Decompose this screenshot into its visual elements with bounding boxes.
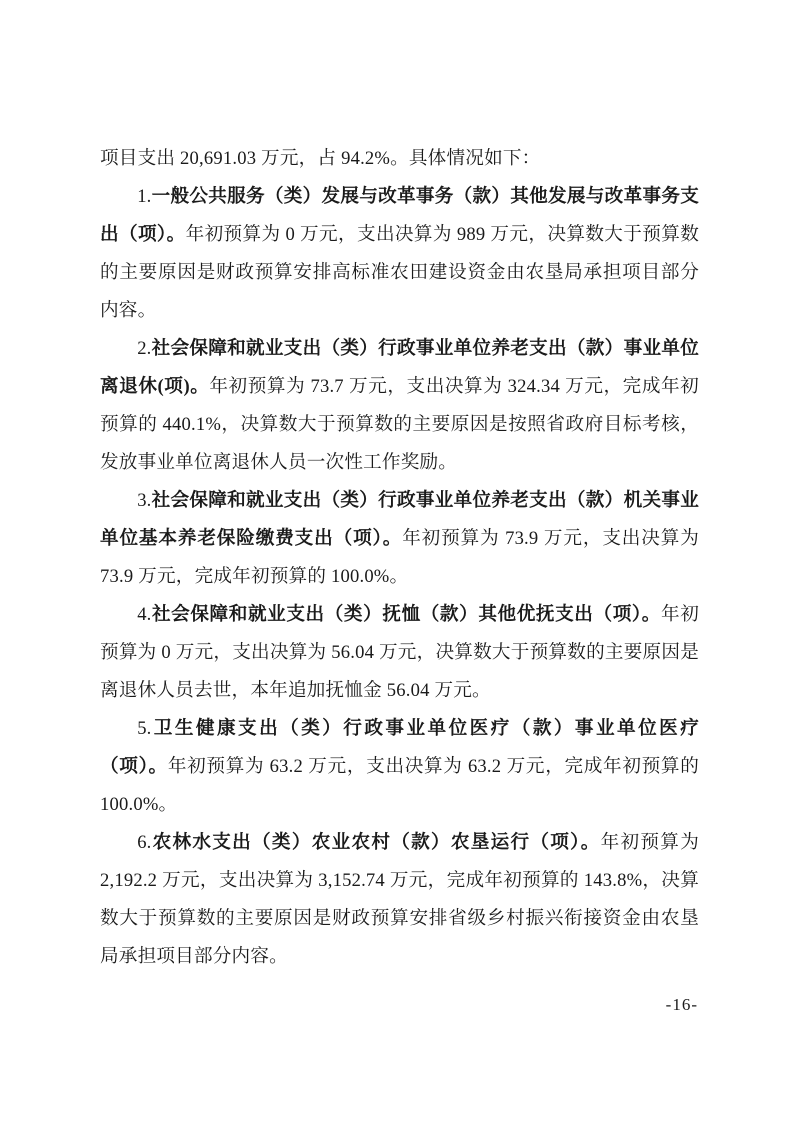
paragraph-text-run: 6. [137, 832, 152, 853]
paragraph-heading-run: 农林水支出（类）农业农村（款）农垦运行（项）。 [151, 832, 601, 853]
page-number: -16- [665, 995, 698, 1014]
paragraph-heading-run: 社会保障和就业支出（类）行政事业单位养老支出（款）机关事业单位基本养老保险缴费支出（项）。 [100, 490, 699, 549]
paragraph-text-run: 项目支出 20,691.03 万元，占 94.2%。具体情况如下： [100, 148, 541, 169]
paragraph-text-run: 1. [137, 186, 152, 207]
paragraph-text-run: 4. [137, 604, 152, 625]
paragraph-text-run: 3. [137, 490, 152, 511]
paragraph [100, 710, 699, 824]
paragraph-text-run: 年初预算为 0 万元，支出决算为 56.04 万元，决算数大于预算数的主要原因是离退休人员去世，本年追加抚恤金 56.04 万元。 [100, 604, 699, 701]
paragraph [100, 178, 699, 330]
paragraph [100, 330, 699, 482]
paragraph [100, 140, 699, 178]
paragraph [100, 596, 699, 710]
paragraph-text-run: 年初预算为 63.2 万元，支出决算为 63.2 万元，完成年初预算的 100.0%。 [100, 756, 699, 815]
paragraph-text-run: 年初预算为 2,192.2 万元，支出决算为 3,152.74 万元，完成年初预算的 143.8%，决算数大于预算数的主要原因是财政预算安排省级乡村振兴衔接资金由农垦局承担项目部分内容。 [100, 832, 699, 967]
paragraph-text-run: 年初预算为 0 万元，支出决算为 989 万元，决算数大于预算数的主要原因是财政预算安排高标准农田建设资金由农垦局承担项目部分内容。 [100, 224, 699, 321]
paragraph-text-run: 年初预算为 73.9 万元，支出决算为 73.9 万元，完成年初预算的 100.0%。 [100, 528, 700, 587]
paragraph [100, 824, 699, 976]
paragraph-heading-run: 社会保障和就业支出（类）抚恤（款）其他优抚支出（项）。 [151, 604, 661, 625]
paragraph-text-run: 5. [137, 718, 152, 739]
paragraph-heading-run: 一般公共服务（类）发展与改革事务（款）其他发展与改革事务支出（项）。 [100, 186, 699, 245]
paragraph-heading-run: 卫生健康支出（类）行政事业单位医疗（款）事业单位医疗（项）。 [100, 718, 699, 777]
paragraph-text-run: 2. [137, 338, 152, 359]
paragraph-text-run: 年初预算为 73.7 万元，支出决算为 324.34 万元，完成年初预算的 440.1%，决算数大于预算数的主要原因是按照省政府目标考核，发放事业单位离退休人员一次性工作奖励。 [100, 376, 699, 473]
document-body [100, 140, 699, 976]
paragraph [100, 482, 699, 596]
paragraph-heading-run: 社会保障和就业支出（类）行政事业单位养老支出（款）事业单位离退休(项)。 [100, 338, 699, 397]
